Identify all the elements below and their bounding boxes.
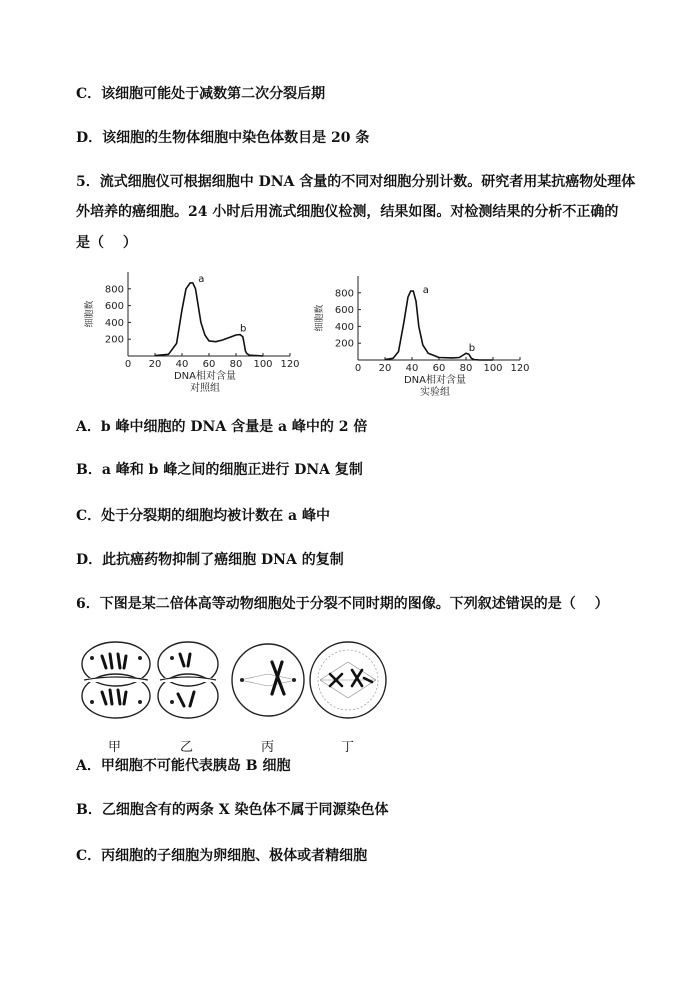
x-tick-label: 100	[483, 363, 503, 374]
x-tick-label: 60	[432, 363, 446, 374]
y-tick-label: 200	[334, 338, 354, 350]
peak-label-b: b	[240, 323, 247, 335]
chart-title: 实验组	[420, 387, 450, 398]
option-d-prev: D．该细胞的生物体细胞中染色体数目是 20 条	[76, 130, 370, 146]
cell-yi	[158, 642, 218, 718]
q6-stem: 6．下图是某二倍体高等动物细胞处于分裂不同时期的图像。下列叙述错误的是（ ）	[76, 596, 609, 612]
x-tick-label: 0	[354, 363, 362, 374]
chart-control-group	[76, 268, 306, 400]
q6-option-a: A．甲细胞不可能代表胰岛 B 细胞	[76, 758, 291, 774]
peak-label-a: a	[422, 284, 429, 296]
option-c-prev: C．该细胞可能处于减数第二次分裂后期	[76, 86, 326, 102]
y-tick-label: 400	[104, 317, 124, 329]
cell-label-jia: 甲	[108, 740, 122, 755]
y-tick-label: 800	[334, 288, 354, 300]
q5-option-a: A．b 峰中细胞的 DNA 含量是 a 峰中的 2 倍	[76, 419, 368, 435]
chart-title: 对照组	[190, 383, 220, 394]
y-axis-label: 细胞数	[315, 304, 325, 332]
data-line	[155, 283, 263, 356]
x-tick-label: 20	[378, 363, 392, 374]
x-tick-label: 0	[124, 359, 132, 370]
q5-option-c: C．处于分裂期的细胞均被计数在 a 峰中	[76, 508, 330, 524]
y-tick-label: 400	[334, 321, 354, 333]
cell-diagrams	[76, 636, 396, 736]
x-axis-label: DNA相对含量	[173, 371, 237, 382]
x-tick-label: 40	[175, 359, 189, 370]
q5-stem-line1: 5．流式细胞仪可根据细胞中 DNA 含量的不同对细胞分别计数。研究者用某抗癌物处理体	[76, 174, 636, 190]
q5-option-b: B．a 峰和 b 峰之间的细胞正进行 DNA 复制	[76, 462, 363, 478]
q5-stem-line2: 外培养的癌细胞。24 小时后用流式细胞仪检测，结果如图。对检测结果的分析不正确的	[76, 204, 619, 220]
peak-label-b: b	[468, 342, 476, 354]
q5-option-d: D．此抗癌药物抑制了癌细胞 DNA 的复制	[76, 552, 344, 568]
y-axis-label: 细胞数	[85, 300, 95, 328]
cell-ding	[310, 642, 386, 718]
x-tick-label: 20	[148, 359, 162, 370]
x-tick-label: 120	[280, 359, 300, 370]
cell-label-yi: 乙	[180, 740, 194, 755]
data-line	[385, 291, 493, 360]
cell-bing	[232, 644, 304, 716]
y-tick-label: 200	[104, 334, 124, 346]
y-tick-label: 600	[104, 301, 124, 313]
peak-label-a: a	[198, 274, 205, 286]
cell-label-ding: 丁	[341, 740, 355, 755]
x-tick-label: 100	[253, 359, 273, 370]
q5-stem-line3: 是（ ）	[76, 235, 137, 251]
y-tick-label: 800	[104, 284, 124, 296]
x-tick-label: 120	[510, 363, 530, 374]
cell-jia	[82, 642, 150, 718]
cell-label-bing: 丙	[261, 740, 275, 755]
chart-experiment-group	[306, 272, 536, 398]
q6-option-c: C．丙细胞的子细胞为卵细胞、极体或者精细胞	[76, 848, 368, 864]
x-tick-label: 80	[229, 359, 243, 370]
x-tick-label: 80	[459, 363, 473, 374]
y-tick-label: 600	[334, 305, 354, 317]
x-tick-label: 40	[405, 363, 419, 374]
x-axis-label: DNA相对含量	[403, 375, 467, 386]
q6-option-b: B．乙细胞含有的两条 X 染色体不属于同源染色体	[76, 802, 389, 818]
x-tick-label: 60	[202, 359, 216, 370]
